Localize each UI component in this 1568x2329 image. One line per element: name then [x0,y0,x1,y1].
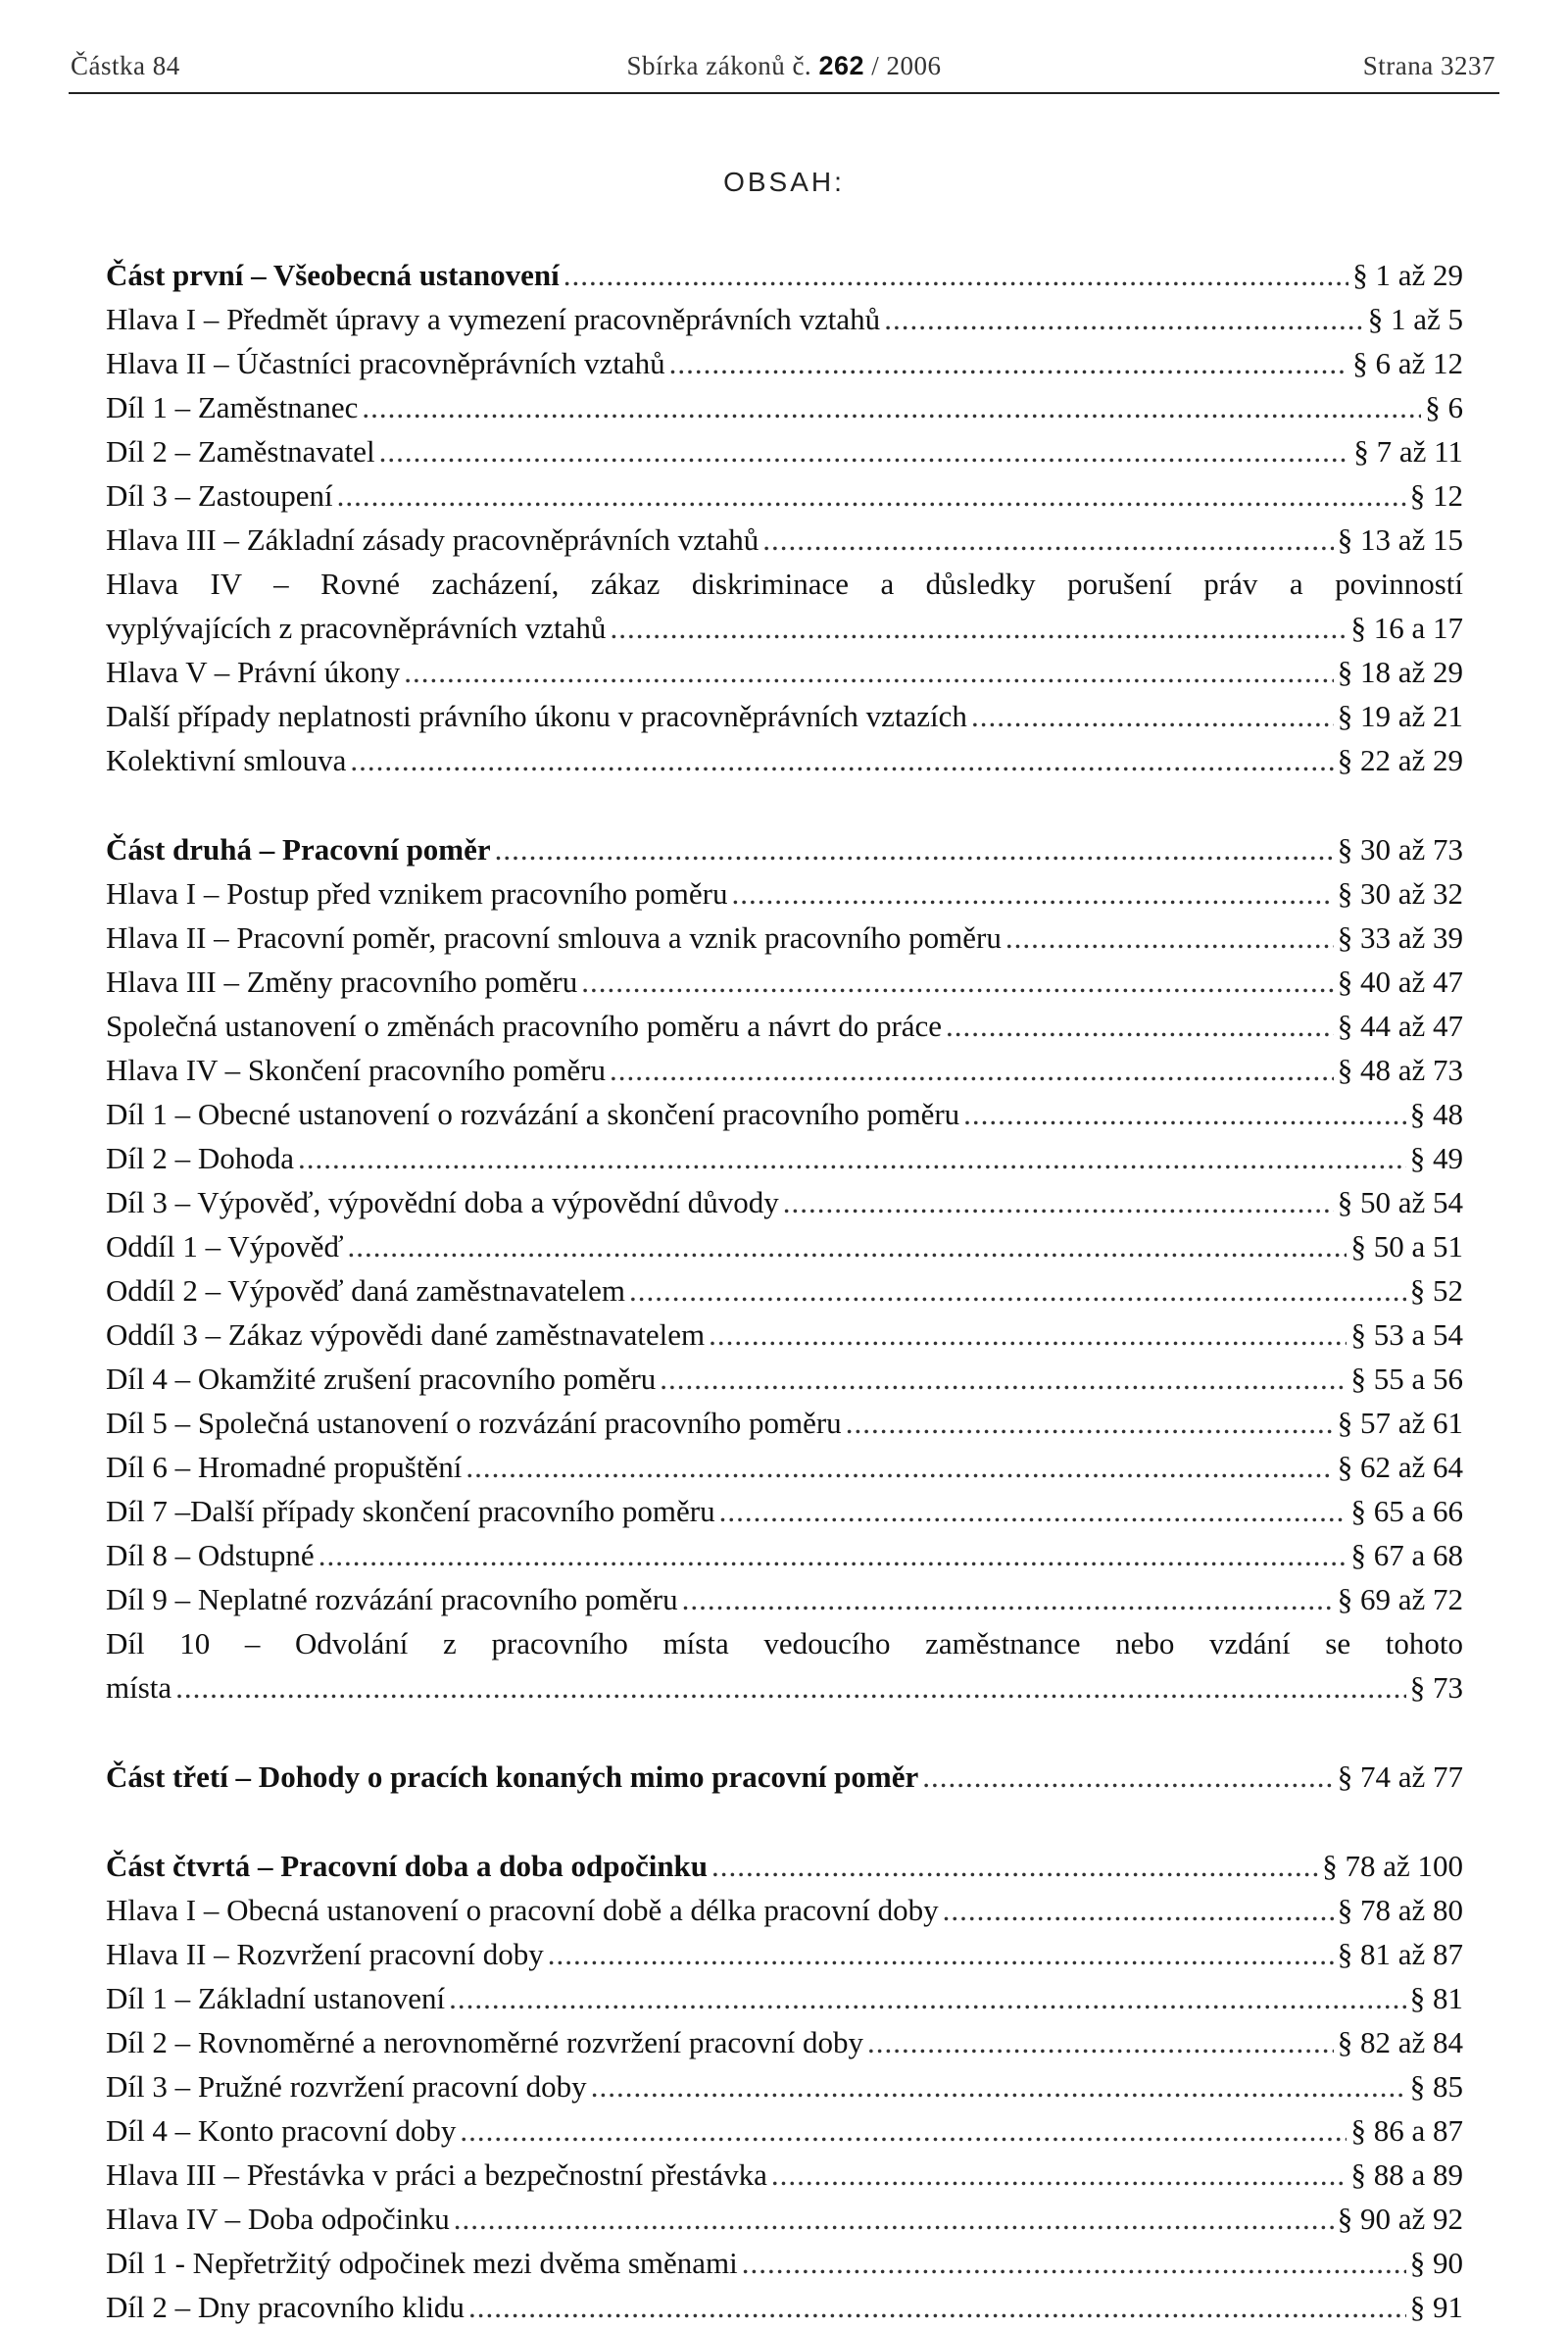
dot-leader [454,2197,1334,2241]
toc-entry [106,1621,1463,1665]
dot-leader [943,1888,1334,1932]
toc-entry-section-ref: § 18 až 29 [1337,655,1463,689]
dot-leader [350,738,1333,782]
dot-leader [610,606,1347,650]
toc-entry-label: Hlava III – Základní zásady pracovněprávních vztahů [106,522,760,557]
dot-leader [298,1136,1406,1180]
toc-entry [106,385,1463,429]
dot-leader [495,827,1334,871]
toc-entry-section-ref: § 1 až 29 [1352,258,1463,292]
dot-leader [742,2241,1406,2285]
toc-entry [106,1489,1463,1533]
toc-entry-section-ref: § 65 a 66 [1350,1494,1463,1528]
toc-entry-section-ref: § 85 [1409,2069,1463,2104]
toc-entry-label: Díl 1 – Zaměstnanec [106,390,359,424]
toc-entry-label: Hlava III – Změny pracovního poměru [106,965,578,999]
dot-leader [682,1577,1334,1621]
dot-leader [884,297,1364,341]
toc-entry-label: Hlava I – Obecná ustanovení o pracovní době a délka pracovní doby [106,1893,939,1927]
toc-entry [106,473,1463,518]
toc-entry [106,1533,1463,1577]
dot-leader [449,1976,1406,2020]
toc-entry-section-ref: § 82 až 84 [1337,2025,1463,2059]
dot-leader [629,1268,1406,1313]
toc-entry [106,1313,1463,1357]
toc-entry-section-ref: § 50 a 51 [1350,1229,1463,1264]
collection-prefix: Sbírka zákonů č. [626,51,812,80]
toc-entry [106,1357,1463,1401]
toc-entry-label: Díl 2 – Dny pracovního klidu [106,2290,465,2324]
dot-leader [709,1313,1347,1357]
dot-leader [946,1004,1334,1048]
toc-entry-section-ref: § 16 a 17 [1350,611,1463,645]
toc-entry [106,1268,1463,1313]
toc-entry-section-ref: § 57 až 61 [1337,1406,1463,1440]
toc-entry-section-ref: § 86 a 87 [1350,2113,1463,2148]
toc-entry [106,1180,1463,1224]
toc-entry-label: Hlava I – Postup před vznikem pracovního poměru [106,876,728,911]
toc-entry [106,341,1463,385]
dot-leader [591,2064,1406,2108]
toc-entry [106,1004,1463,1048]
toc-entry-section-ref: § 12 [1409,478,1463,513]
toc-entry-label: Hlava V – Právní úkony [106,655,401,689]
toc-entry [106,2153,1463,2197]
toc-entry [106,1577,1463,1621]
toc-entry [106,2285,1463,2329]
toc-entry-section-ref: § 90 [1409,2246,1463,2280]
dot-leader [971,694,1334,738]
toc-entry [106,2064,1463,2108]
dot-leader [610,1048,1334,1092]
toc-entry-section-ref: § 91 [1409,2290,1463,2324]
toc-entry-section-ref: § 67 a 68 [1350,1538,1463,1572]
dot-leader [867,2020,1334,2064]
toc-entry-section-ref: § 50 až 54 [1337,1185,1463,1219]
toc-entry-section-ref: § 33 až 39 [1337,920,1463,955]
toc-entry [106,871,1463,916]
toc-entry-section-ref: § 62 až 64 [1337,1450,1463,1484]
toc-entry [106,2108,1463,2153]
toc-entry-label: Kolektivní smlouva [106,743,347,777]
toc-entry [106,2020,1463,2064]
toc-entry-label: Oddíl 3 – Zákaz výpovědi dané zaměstnavatelem [106,1317,706,1352]
toc-entry [106,1401,1463,1445]
toc-entry-label: Díl 4 – Konto pracovní doby [106,2113,457,2148]
dot-leader [846,1401,1334,1445]
dot-leader [466,1445,1333,1489]
dot-leader [460,2108,1347,2153]
toc-part-heading [106,1755,1463,1799]
collection-year: / 2006 [871,51,942,80]
dot-leader [1005,916,1334,960]
toc-part-heading [106,253,1463,297]
toc-entry-section-ref: § 88 a 89 [1350,2157,1463,2192]
toc-entry-label: Díl 2 – Rovnoměrné a nerovnoměrné rozvržení pracovní doby [106,2025,864,2059]
toc-part-heading [106,827,1463,871]
toc-entry [106,1888,1463,1932]
toc-entry [106,1092,1463,1136]
dot-leader [175,1665,1406,1710]
dot-leader [711,1844,1318,1888]
dot-leader [348,1224,1348,1268]
toc-entry-label: Díl 6 – Hromadné propuštění [106,1450,463,1484]
table-of-contents [106,253,1463,2329]
dot-leader [581,960,1334,1004]
toc-entry-label: Díl 1 – Základní ustanovení [106,1981,446,2015]
law-number: 262 [818,51,864,80]
dot-leader [922,1755,1333,1799]
toc-entry-label: Část první – Všeobecná ustanovení [106,258,560,292]
toc-entry-label: Díl 7 –Další případy skončení pracovního poměru [106,1494,715,1528]
toc-entry-label: Společná ustanovení o změnách pracovního poměru a návrt do práce [106,1009,943,1043]
toc-entry-section-ref: § 6 [1425,390,1463,424]
dot-leader [318,1533,1348,1577]
toc-entry [106,738,1463,782]
toc-entry-label: Díl 2 – Zaměstnavatel [106,434,375,469]
toc-entry-label: Hlava II – Pracovní poměr, pracovní smlouva a vznik pracovního poměru [106,920,1002,955]
toc-entry-label: Díl 1 - Nepřetržitý odpočinek mezi dvěma směnami [106,2246,738,2280]
toc-entry-label: Díl 3 – Zastoupení [106,478,333,513]
toc-entry [106,2197,1463,2241]
dot-leader [337,473,1406,518]
toc-entry [106,1932,1463,1976]
collection-label [69,51,1499,81]
toc-entry-label: Část třetí – Dohody o pracích konaných mimo pracovní poměr [106,1759,919,1794]
toc-entry-label: vyplývajících z pracovněprávních vztahů [106,611,607,645]
toc-entry-section-ref: § 19 až 21 [1337,699,1463,733]
toc-entry-section-ref: § 90 až 92 [1337,2202,1463,2236]
toc-entry [106,297,1463,341]
page-title: OBSAH: [723,167,845,197]
toc-entry [106,1048,1463,1092]
toc-entry [106,694,1463,738]
dot-leader [564,253,1348,297]
toc-entry-section-ref: § 7 až 11 [1353,434,1463,469]
toc-entry-section-ref: § 74 až 77 [1337,1759,1463,1794]
toc-entry-label: Hlava II – Účastníci pracovněprávních vztahů [106,346,665,380]
toc-entry-section-ref: § 22 až 29 [1337,743,1463,777]
toc-part-heading [106,1844,1463,1888]
toc-entry [106,429,1463,473]
dot-leader [732,871,1334,916]
toc-entry [106,1224,1463,1268]
toc-entry-label: Hlava IV – Skončení pracovního poměru [106,1053,606,1087]
toc-entry-label: Díl 1 – Obecné ustanovení o rozvázání a skončení pracovního poměru [106,1097,960,1131]
dot-leader [660,1357,1347,1401]
toc-entry [106,518,1463,562]
toc-entry-label: Díl 10 – Odvolání z pracovního místa vedoucího zaměstnance nebo vzdání se tohoto [106,1626,1463,1660]
toc-entry-section-ref: § 53 a 54 [1350,1317,1463,1352]
toc-entry-section-ref: § 30 až 32 [1337,876,1463,911]
toc-entry [106,562,1463,606]
toc-entry [106,1976,1463,2020]
toc-entry-section-ref: § 55 a 56 [1350,1362,1463,1396]
toc-entry-section-ref: § 40 až 47 [1337,965,1463,999]
toc-entry-label: Oddíl 1 – Výpověď [106,1229,344,1264]
toc-entry-label: Díl 2 – Dohoda [106,1141,295,1175]
dot-leader [362,385,1421,429]
toc-entry [106,916,1463,960]
toc-entry-section-ref: § 49 [1409,1141,1463,1175]
toc-entry-section-ref: § 6 až 12 [1352,346,1463,380]
toc-entry-label: Díl 5 – Společná ustanovení o rozvázání pracovního poměru [106,1406,842,1440]
toc-entry [106,960,1463,1004]
toc-entry-label: Část čtvrtá – Pracovní doba a doba odpočinku [106,1849,709,1883]
toc-entry-label: Díl 3 – Pružné rozvržení pracovní doby [106,2069,587,2104]
toc-entry-section-ref: § 30 až 73 [1337,832,1463,867]
toc-entry-label: Hlava IV – Rovné zacházení, zákaz diskriminace a důsledky porušení práv a povinností [106,567,1463,601]
toc-entry-section-ref: § 69 až 72 [1337,1582,1463,1616]
toc-entry [106,650,1463,694]
toc-entry-section-ref: § 78 až 100 [1322,1849,1463,1883]
toc-entry-label: místa [106,1670,172,1705]
dot-leader [404,650,1333,694]
toc-entry-section-ref: § 52 [1409,1273,1463,1308]
toc-entry-section-ref: § 78 až 80 [1337,1893,1463,1927]
dot-leader [548,1932,1334,1976]
toc-entry-label: Další případy neplatnosti právního úkonu v pracovněprávních vztazích [106,699,967,733]
toc-entry-section-ref: § 13 až 15 [1337,522,1463,557]
toc-entry-label: Část druhá – Pracovní poměr [106,832,491,867]
toc-entry-label: Díl 3 – Výpověď, výpovědní doba a výpovědní důvody [106,1185,779,1219]
toc-entry [106,2241,1463,2285]
dot-leader [762,518,1334,562]
toc-entry-label: Díl 9 – Neplatné rozvázání pracovního poměru [106,1582,678,1616]
section-gap [106,1710,1463,1755]
toc-entry-section-ref: § 81 [1409,1981,1463,2015]
toc-entry-section-ref: § 73 [1409,1670,1463,1705]
toc-entry [106,1665,1463,1710]
dot-leader [719,1489,1348,1533]
section-gap [106,1799,1463,1844]
toc-entry-section-ref: § 44 až 47 [1337,1009,1463,1043]
dot-leader [783,1180,1334,1224]
dot-leader [379,429,1350,473]
toc-entry [106,1136,1463,1180]
toc-entry-label: Díl 8 – Odstupné [106,1538,315,1572]
dot-leader [963,1092,1406,1136]
toc-entry-section-ref: § 48 až 73 [1337,1053,1463,1087]
toc-entry-section-ref: § 48 [1409,1097,1463,1131]
dot-leader [468,2285,1406,2329]
section-gap [106,782,1463,827]
page-header [69,47,1499,94]
toc-entry-label: Hlava I – Předmět úpravy a vymezení pracovněprávních vztahů [106,302,881,336]
toc-entry-label: Oddíl 2 – Výpověď daná zaměstnavatelem [106,1273,625,1308]
dot-leader [669,341,1349,385]
issue-label: Částka 84 [71,51,180,80]
dot-leader [771,2153,1348,2197]
toc-entry-label: Hlava IV – Doba odpočinku [106,2202,450,2236]
toc-entry-label: Díl 4 – Okamžité zrušení pracovního poměru [106,1362,657,1396]
toc-entry-section-ref: § 81 až 87 [1337,1937,1463,1971]
toc-entry [106,1445,1463,1489]
toc-entry [106,606,1463,650]
page-number: Strana 3237 [1362,51,1495,80]
toc-entry-label: Hlava II – Rozvržení pracovní doby [106,1937,544,1971]
toc-entry-section-ref: § 1 až 5 [1367,302,1463,336]
toc-entry-label: Hlava III – Přestávka v práci a bezpečnostní přestávka [106,2157,767,2192]
